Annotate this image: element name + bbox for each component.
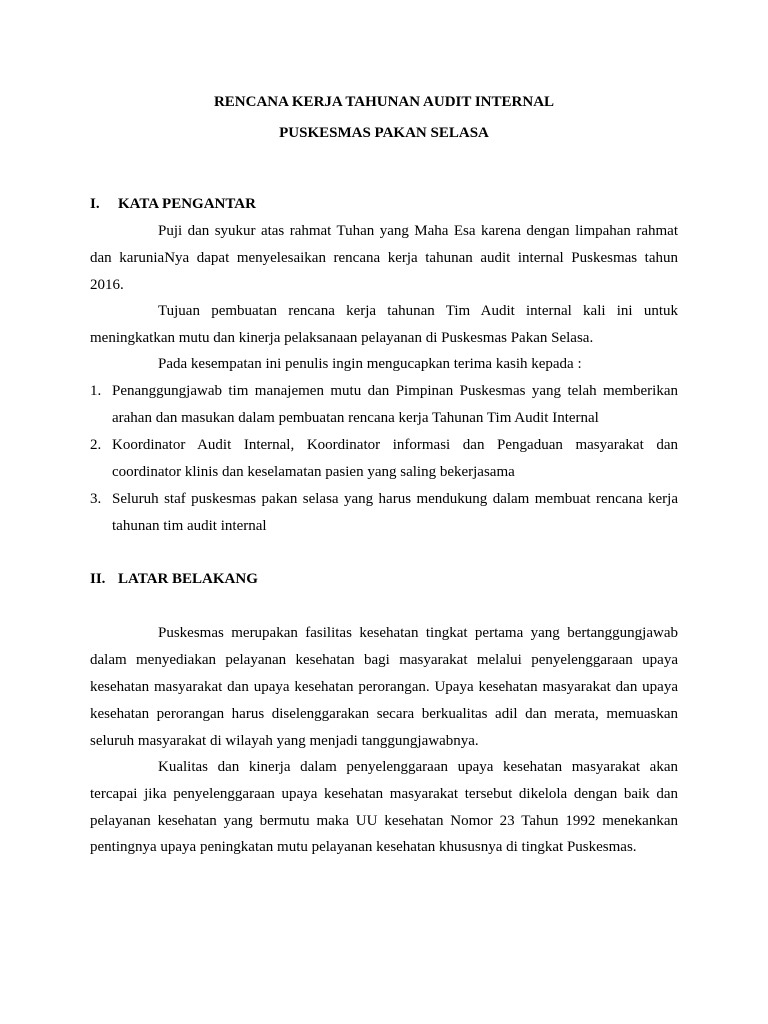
list-marker: 1. [90, 383, 102, 399]
document-title: RENCANA KERJA TAHUNAN AUDIT INTERNAL [213, 94, 555, 110]
paragraph-line: dalam menyediakan pelayanan kesehatan bagi masyarakat melalui penyelenggaraan upaya [90, 652, 678, 668]
paragraph-line: seluruh masyarakat di wilayah yang menjadi tanggungjawabnya. [90, 733, 479, 749]
document-subtitle: PUSKESMAS PAKAN SELASA [279, 125, 489, 141]
paragraph-line: Puji dan syukur atas rahmat Tuhan yang Maha Esa karena dengan limpahan rahmat [158, 223, 678, 239]
paragraph-line: tercapai jika penyelenggaraan upaya kesehatan masyarakat tersebut dikelola dengan baik dan [90, 786, 678, 802]
paragraph-line: kesehatan perorangan harus diselenggarakan secara berkualitas adil dan merata, memuaskan [90, 706, 678, 722]
list-item: arahan dan masukan dalam pembuatan rencana kerja Tahunan Tim Audit Internal [112, 410, 599, 426]
list-marker: 3. [90, 491, 102, 507]
list-item: Seluruh staf puskesmas pakan selasa yang harus mendukung dalam membuat rencana kerja [112, 491, 678, 507]
paragraph-line: 2016. [90, 277, 124, 293]
paragraph-line: Puskesmas merupakan fasilitas kesehatan tingkat pertama yang bertanggungjawab [158, 625, 678, 641]
paragraph-line: kesehatan masyarakat dan upaya kesehatan perorangan. Upaya kesehatan masyarakat dan upaya [90, 679, 678, 695]
section-1-number: I. [90, 196, 100, 212]
section-2-heading: LATAR BELAKANG [118, 571, 258, 587]
paragraph-line: meningkatkan mutu dan kinerja pelaksanaan pelayanan di Puskesmas Pakan Selasa. [90, 330, 594, 346]
list-item: Koordinator Audit Internal, Koordinator informasi dan Pengaduan masyarakat dan [112, 437, 678, 453]
paragraph-line: pentingnya upaya peningkatan mutu pelayanan kesehatan khususnya di tingkat Puskesmas. [90, 839, 637, 855]
paragraph-line: Kualitas dan kinerja dalam penyelenggaraan upaya kesehatan masyarakat akan [158, 759, 678, 775]
list-item: tahunan tim audit internal [112, 518, 267, 534]
paragraph-line: pelayanan kesehatan yang bermutu maka UU kesehatan Nomor 23 Tahun 1992 menekankan [90, 813, 678, 829]
section-2-number: II. [90, 571, 106, 587]
list-marker: 2. [90, 437, 102, 453]
section-1-heading: KATA PENGANTAR [118, 196, 256, 212]
list-item: coordinator klinis dan keselamatan pasien yang saling bekerjasama [112, 464, 515, 480]
list-item: Penanggungjawab tim manajemen mutu dan Pimpinan Puskesmas yang telah memberikan [112, 383, 678, 399]
paragraph-line: dan karuniaNya dapat menyelesaikan rencana kerja tahunan audit internal Puskesmas tahun [90, 250, 678, 266]
paragraph-line: Tujuan pembuatan rencana kerja tahunan Tim Audit internal kali ini untuk [158, 303, 678, 319]
paragraph-line: Pada kesempatan ini penulis ingin mengucapkan terima kasih kepada : [158, 356, 582, 372]
